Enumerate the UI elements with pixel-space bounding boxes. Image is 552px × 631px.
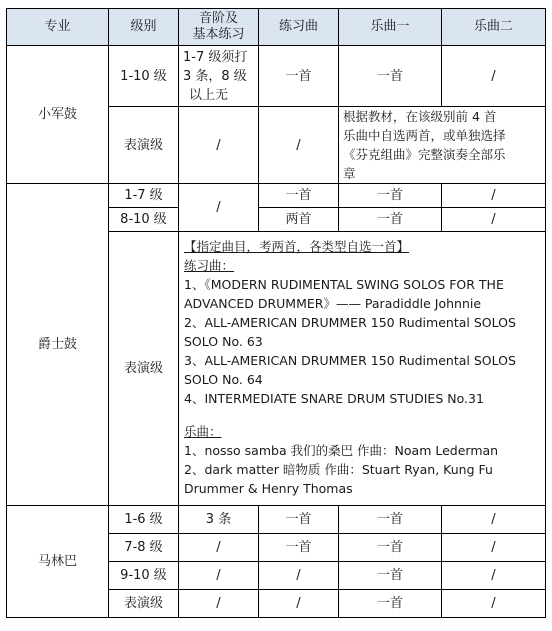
piece1-cell: 一首 [339, 184, 442, 208]
etude-cell: 一首 [259, 506, 339, 534]
piece1-cell: 一首 [339, 590, 442, 618]
repertoire-line: 2、dark matter 暗物质 作曲：Stuart Ryan, Kung Fu [184, 462, 493, 477]
piece2-cell: / [442, 184, 546, 208]
repertoire-line: ADVANCED DRUMMER》—— Paradiddle Johnnie [184, 296, 482, 311]
header-scale-line1: 音阶及 [198, 11, 238, 26]
scale-cell: 3 条 [179, 506, 259, 534]
header-scale-line2: 基本练习 [192, 27, 245, 42]
repertoire-line: Drummer & Henry Thomas [184, 481, 353, 496]
scale-line: 1-7 级须打 [183, 49, 248, 65]
major-marimba: 马林巴 [7, 506, 109, 618]
level-cell: 表演级 [109, 107, 179, 184]
etude-cell: / [259, 107, 339, 184]
note-line: 章 [343, 166, 356, 181]
piece2-cell: / [442, 208, 546, 232]
level-cell: 1-6 级 [109, 506, 179, 534]
scale-cell: / [179, 107, 259, 184]
etude-cell: 一首 [259, 46, 339, 107]
piece2-cell: / [442, 562, 546, 590]
repertoire-line: SOLO No. 64 [184, 372, 263, 387]
header-scale [179, 9, 259, 46]
pieces-heading: 乐曲： [184, 424, 222, 439]
header-etude: 练习曲 [259, 9, 339, 46]
piece1-cell: 一首 [339, 46, 442, 107]
etude-heading: 练习曲： [184, 258, 235, 273]
piece2-cell: / [442, 46, 546, 107]
piece1-cell: 一首 [339, 506, 442, 534]
scale-line: 3 条，8 级 [183, 68, 247, 84]
header-level: 级别 [109, 9, 179, 46]
etude-cell: / [259, 562, 339, 590]
scale-cell: / [179, 184, 259, 232]
table-row [7, 506, 546, 534]
level-cell: 7-8 级 [109, 534, 179, 562]
repertoire-instruction: 【指定曲目，考两首，各类型自选一首】 [184, 239, 410, 254]
piece2-cell: / [442, 590, 546, 618]
level-cell: 表演级 [109, 232, 179, 506]
exam-requirements-table [6, 8, 546, 618]
piece1-cell: 一首 [339, 562, 442, 590]
major-snare: 小军鼓 [7, 46, 109, 184]
piece1-cell: 一首 [339, 208, 442, 232]
table-row [7, 184, 546, 208]
level-cell: 9-10 级 [109, 562, 179, 590]
etude-cell: 一首 [259, 534, 339, 562]
note-line: 根据教材，在该级别前 4 首 [343, 109, 497, 124]
scale-line: 以上无 [189, 87, 229, 103]
repertoire-line: 1、nosso samba 我们的桑巴 作曲：Noam Lederman [184, 443, 499, 458]
header-row [7, 9, 546, 46]
jazz-performance-repertoire [179, 232, 546, 506]
scale-cell: / [179, 534, 259, 562]
piece2-cell: / [442, 506, 546, 534]
scale-cell: / [179, 590, 259, 618]
etude-cell: / [259, 590, 339, 618]
repertoire-line: 2、ALL-AMERICAN DRUMMER 150 Rudimental SOLOS [184, 315, 516, 330]
scale-cell: / [179, 562, 259, 590]
level-cell: 8-10 级 [109, 208, 179, 232]
header-piece1: 乐曲一 [339, 9, 442, 46]
header-piece2: 乐曲二 [442, 9, 546, 46]
level-cell: 表演级 [109, 590, 179, 618]
etude-cell: 两首 [259, 208, 339, 232]
repertoire-line: 4、INTERMEDIATE SNARE DRUM STUDIES No.31 [184, 391, 484, 406]
note-line: 乐曲中自选两首，或单独选择 [343, 128, 506, 143]
etude-cell: 一首 [259, 184, 339, 208]
repertoire-line: SOLO No. 63 [184, 334, 263, 349]
major-jazz: 爵士鼓 [7, 184, 109, 506]
repertoire-line: 1、《MODERN RUDIMENTAL SWING SOLOS FOR THE [184, 277, 504, 292]
spacer [184, 408, 541, 422]
table-row [7, 46, 546, 107]
snare-performance-note [339, 107, 546, 184]
exam-requirements-table-wrapper [6, 8, 545, 618]
note-line: 《芬克组曲》完整演奏全部乐 [343, 147, 506, 162]
level-cell: 1-7 级 [109, 184, 179, 208]
level-cell: 1-10 级 [109, 46, 179, 107]
piece2-cell: / [442, 534, 546, 562]
header-major: 专业 [7, 9, 109, 46]
scale-cell [179, 46, 259, 107]
piece1-cell: 一首 [339, 534, 442, 562]
repertoire-line: 3、ALL-AMERICAN DRUMMER 150 Rudimental SOLOS [184, 353, 516, 368]
